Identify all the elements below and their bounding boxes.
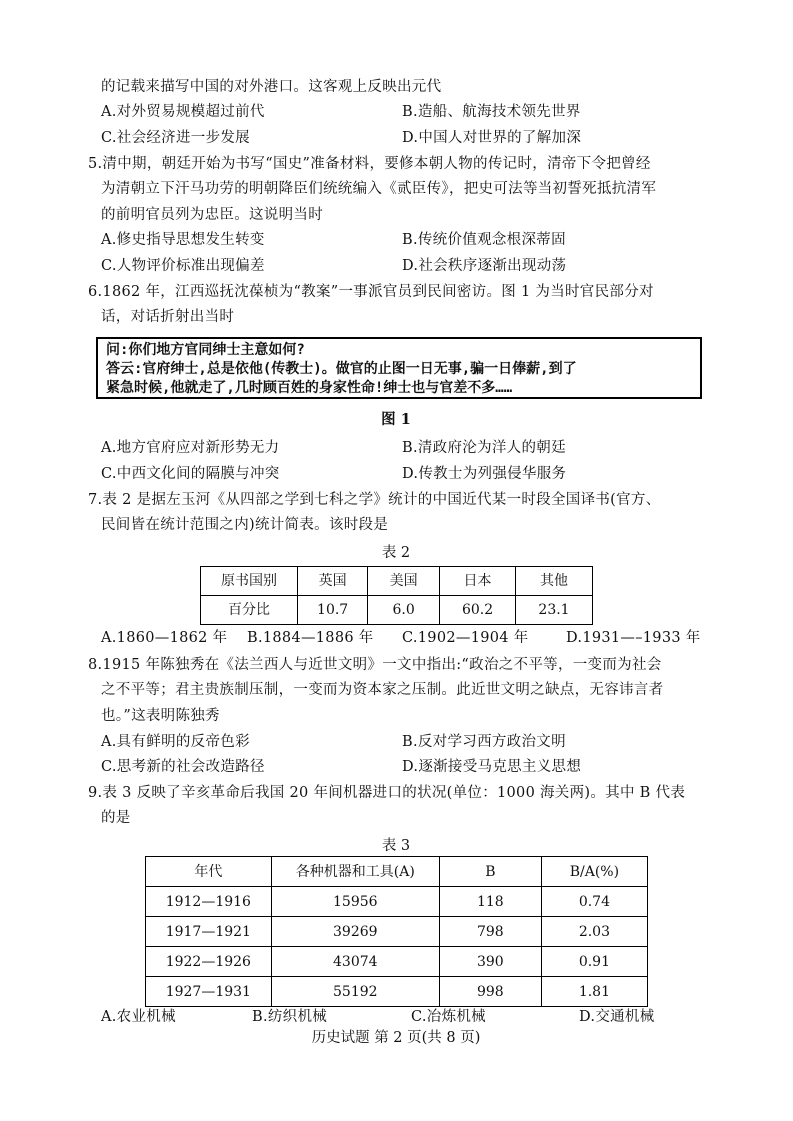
q8-stem-line2: 之不平等；君主贵族制压制，一变而为资本家之压制。此近世文明之缺点，无容讳言者 xyxy=(101,682,664,698)
table-2-cell: 23.1 xyxy=(516,596,593,625)
dialogue-question: 问:你们地方官同绅士主意如何? xyxy=(106,342,305,358)
q9-option-a[interactable]: A.农业机械 xyxy=(101,1009,176,1025)
table-3-cell: 1.81 xyxy=(541,977,647,1007)
q8-stem-line1: 8.1915 年陈独秀在《法兰西人与近世文明》一文中指出:“政治之不平等，一变而为社会 xyxy=(88,657,662,673)
table-3-cell: B/A(%) xyxy=(541,857,647,887)
table-2 xyxy=(200,566,593,625)
table-3-cell: 0.74 xyxy=(541,887,647,917)
table-2-cell: 6.0 xyxy=(368,596,440,625)
q8-stem-line3: 也。”这表明陈独秀 xyxy=(101,708,220,724)
q8-option-c[interactable]: C.思考新的社会改造路径 xyxy=(101,759,265,775)
table-2-cell: 英国 xyxy=(298,567,368,596)
table-3-cell: 118 xyxy=(439,887,541,917)
table-3-cell: 39269 xyxy=(271,917,439,947)
table-3-row xyxy=(146,947,648,977)
q7-stem-line2: 民间皆在统计范围之内)统计简表。该时段是 xyxy=(101,517,389,533)
table-2-cell: 其他 xyxy=(516,567,593,596)
q8-option-b[interactable]: B.反对学习西方政治文明 xyxy=(402,734,566,750)
table-3-cell: 798 xyxy=(439,917,541,947)
table-3-row xyxy=(146,887,648,917)
q5-option-d[interactable]: D.社会秩序逐渐出现动荡 xyxy=(402,258,567,274)
q5-option-c[interactable]: C.人物评价标准出现偏差 xyxy=(101,258,265,274)
q4-option-a[interactable]: A.对外贸易规模超过前代 xyxy=(101,104,265,120)
table-2-row-percent xyxy=(201,596,593,625)
dialogue-answer-line1: 答云:官府绅士,总是依他(传教士)。做官的止图一日无事,骗一日俸薪,到了 xyxy=(106,361,577,377)
table-3-cell: 1912—1916 xyxy=(146,887,272,917)
q7-stem-line1: 7.表 2 是据左玉河《从四部之学到七科之学》统计的中国近代某一时段全国译书(官方、 xyxy=(88,492,661,508)
q7-option-d[interactable]: D.1931—–1933 年 xyxy=(566,630,701,646)
page-footer: 历史试题 第 2 页(共 8 页) xyxy=(311,1030,481,1046)
q4-option-c[interactable]: C.社会经济进一步发展 xyxy=(101,130,250,146)
table-3-cell: 15956 xyxy=(271,887,439,917)
table-3-cell: 1917—1921 xyxy=(146,917,272,947)
question-4-stem-tail: 的记载来描写中国的对外港口。这客观上反映出元代 xyxy=(101,79,442,95)
q7-option-b[interactable]: B.1884—1886 年 xyxy=(247,630,374,646)
q9-option-d[interactable]: D.交通机械 xyxy=(579,1009,655,1025)
q7-option-a[interactable]: A.1860—1862 年 xyxy=(101,630,228,646)
q5-stem-line3: 的前明官员列为忠臣。这说明当时 xyxy=(101,207,323,223)
q8-option-d[interactable]: D.逐渐接受马克思主义思想 xyxy=(402,759,582,775)
table-3-cell: B xyxy=(439,857,541,887)
table-3-cell: 1927—1931 xyxy=(146,977,272,1007)
q9-option-b[interactable]: B.纺织机械 xyxy=(252,1009,328,1025)
q6-stem-line1: 6.1862 年，江西巡抚沈葆桢为“教案”一事派官员到民间密访。图 1 为当时官民部分对 xyxy=(88,284,654,300)
table-3-cell: 1922—1926 xyxy=(146,947,272,977)
table-3-cell: 43074 xyxy=(271,947,439,977)
table-3-cell: 55192 xyxy=(271,977,439,1007)
figure-1-caption: 图 1 xyxy=(381,411,411,428)
q5-option-b[interactable]: B.传统价值观念根深蒂固 xyxy=(402,232,566,248)
q9-stem-line2: 的是 xyxy=(101,810,131,826)
table-3-cell: 390 xyxy=(439,947,541,977)
q6-stem-line2: 话，对话折射出当时 xyxy=(101,309,235,325)
q4-option-b[interactable]: B.造船、航海技术领先世界 xyxy=(402,104,581,120)
q5-stem-line2: 为清朝立下汗马功劳的明朝降臣们统统编入《贰臣传》，把史可法等当初誓死抵抗清军 xyxy=(101,181,657,197)
table-3-row xyxy=(146,977,648,1007)
dialogue-box-figure-1 xyxy=(96,337,702,399)
table-2-row-header xyxy=(201,567,593,596)
table-2-cell: 日本 xyxy=(440,567,516,596)
q6-option-c[interactable]: C.中西文化间的隔膜与冲突 xyxy=(101,466,280,482)
table-3-title: 表 3 xyxy=(381,838,411,854)
q9-stem-line1: 9.表 3 反映了辛亥革命后我国 20 年间机器进口的状况(单位：1000 海关两)。其中 B 代表 xyxy=(88,785,686,801)
table-3-cell: 998 xyxy=(439,977,541,1007)
q8-option-a[interactable]: A.具有鲜明的反帝色彩 xyxy=(101,734,250,750)
table-2-cell: 60.2 xyxy=(440,596,516,625)
q6-option-a[interactable]: A.地方官府应对新形势无力 xyxy=(101,440,280,456)
table-2-cell: 美国 xyxy=(368,567,440,596)
table-2-cell: 百分比 xyxy=(201,596,298,625)
table-3-row-header xyxy=(146,857,648,887)
table-3-row xyxy=(146,917,648,947)
table-3-cell: 0.91 xyxy=(541,947,647,977)
q7-option-c[interactable]: C.1902—1904 年 xyxy=(402,630,529,646)
q5-stem-line1: 5.清中期，朝廷开始为书写“国史”准备材料，要修本朝人物的传记时，清帝下令把曾经 xyxy=(88,156,651,172)
table-3-cell: 2.03 xyxy=(541,917,647,947)
table-2-title: 表 2 xyxy=(381,545,411,561)
table-3 xyxy=(145,856,648,1007)
q6-option-b[interactable]: B.清政府沦为洋人的朝廷 xyxy=(402,440,566,456)
q9-option-c[interactable]: C.冶炼机械 xyxy=(411,1009,486,1025)
table-2-cell: 原书国别 xyxy=(201,567,298,596)
table-3-cell: 年代 xyxy=(146,857,272,887)
q4-option-d[interactable]: D.中国人对世界的了解加深 xyxy=(402,130,582,146)
q6-option-d[interactable]: D.传教士为列强侵华服务 xyxy=(402,466,567,482)
dialogue-answer-line2: 紧急时候,他就走了,几时顾百姓的身家性命!绅士也与官差不多…… xyxy=(106,380,513,396)
table-2-cell: 10.7 xyxy=(298,596,368,625)
q5-option-a[interactable]: A.修史指导思想发生转变 xyxy=(101,232,265,248)
table-3-cell: 各种机器和工具(A) xyxy=(271,857,439,887)
